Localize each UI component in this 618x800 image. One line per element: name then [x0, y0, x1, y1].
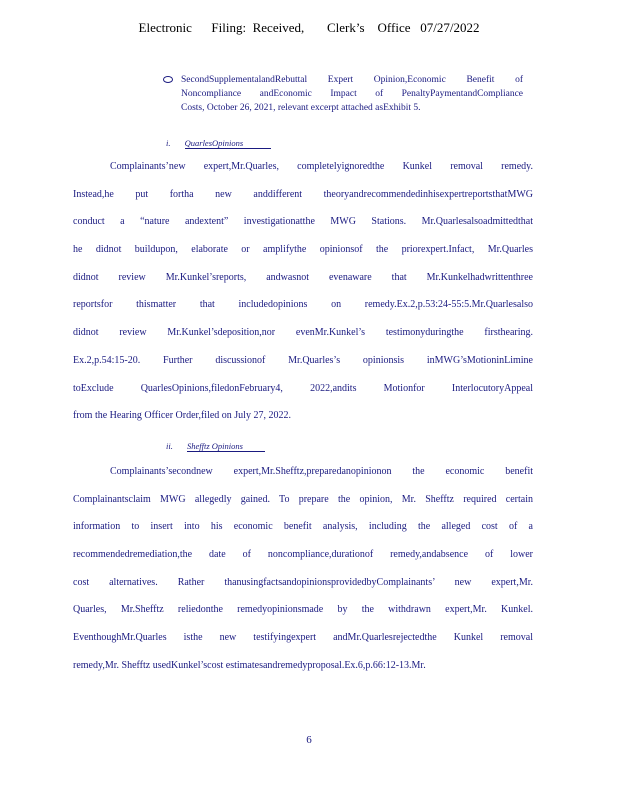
text-line: remedy,Mr. Shefftz usedKunkel’scost estimatesandremedyproposal.Ex.6,p.66:12-13.Mr. — [73, 659, 426, 671]
page-number: 6 — [306, 734, 312, 746]
section-heading-shefftz — [166, 441, 265, 452]
text-line: cost alternatives. Rather thanusingfactsandopinionsprovidedbyComplainants’ new expert,Mr. — [73, 576, 533, 588]
bullet-line: Noncompliance andEconomic Impact of PenaltyPaymentandCompliance — [181, 89, 523, 99]
text-line: toExclude QuarlesOpinions,filedonFebruary4, 2022,andits Motionfor InterlocutoryAppeal — [73, 382, 533, 394]
text-line: didnot review Mr.Kunkel’sdeposition,nor evenMr.Kunkel’s testimonyduringthe firsthearing. — [73, 327, 533, 339]
text-line: Quarles, Mr.Shefftz reliedonthe remedyopinionsmade by the withdrawn expert,Mr. Kunkel. — [73, 604, 533, 616]
text-line: conduct a “nature andextent” investigationatthe MWG Stations. Mr.Quarlesalsoadmittedthat — [73, 216, 533, 228]
text-line: reportsfor thismatter that includedopinions on remedy.Ex.2,p.53:24-55:5.Mr.Quarlesalso — [73, 299, 533, 311]
section-number: ii. — [166, 441, 173, 451]
section-title: Shefftz Opinions — [187, 442, 265, 452]
paragraph-quarles — [73, 161, 533, 438]
bullet-line: Costs, October 26, 2021, relevant excerpt attached asExhibit 5. — [181, 103, 421, 113]
text-line: Complainants’new expert,Mr.Quarles, completelyignoredthe Kunkel removal remedy. — [110, 161, 533, 172]
text-line: recommendedremediation,the date of noncompliance,durationof remedy,andabsence of lower — [73, 549, 533, 561]
section-title: QuarlesOpinions — [185, 139, 271, 149]
exhibit-bullet-item — [163, 73, 523, 115]
text-line: didnot review Mr.Kunkel’sreports, andwasnot evenaware that Mr.Kunkelhadwrittenthree — [73, 271, 533, 283]
filing-stamp-header: Electronic Filing: Received, Clerk’s Office 07/27/2022 — [138, 20, 480, 35]
bullet-line: SecondSupplementalandRebuttal Expert Opinion,Economic Benefit of — [181, 75, 523, 85]
exhibit-bullet-text — [181, 73, 523, 115]
section-heading-quarles — [166, 138, 271, 149]
text-line: Ex.2,p.54:15-20. Further discussionof Mr.Quarles’s opinionsis inMWG’sMotioninLimine — [73, 354, 533, 366]
text-line: he didnot buildupon, elaborate or amplifythe opinionsof the priorexpert.Infact, Mr.Quarles — [73, 244, 533, 256]
text-line: from the Hearing Officer Order,filed on July 27, 2022. — [73, 410, 291, 422]
text-line: information to insert into his economic benefit analysis, including the alleged cost of a — [73, 521, 533, 533]
text-line: Complainants’secondnew expert,Mr.Shefftz,preparedanopinionon the economic benefit — [110, 466, 533, 477]
paragraph-shefftz — [73, 466, 533, 688]
text-line: Instead,he put fortha new anddifferent theoryandrecommendedinhisexpertreportsthatMWG — [73, 188, 533, 200]
bullet-circle-icon — [163, 76, 173, 83]
section-number: i. — [166, 138, 171, 148]
text-line: EventhoughMr.Quarles isthe new testifyingexpert andMr.Quarlesrejectedthe Kunkel removal — [73, 632, 533, 644]
text-line: Complainantsclaim MWG allegedly gained. To prepare the opinion, Mr. Shefftz required certain — [73, 493, 533, 505]
